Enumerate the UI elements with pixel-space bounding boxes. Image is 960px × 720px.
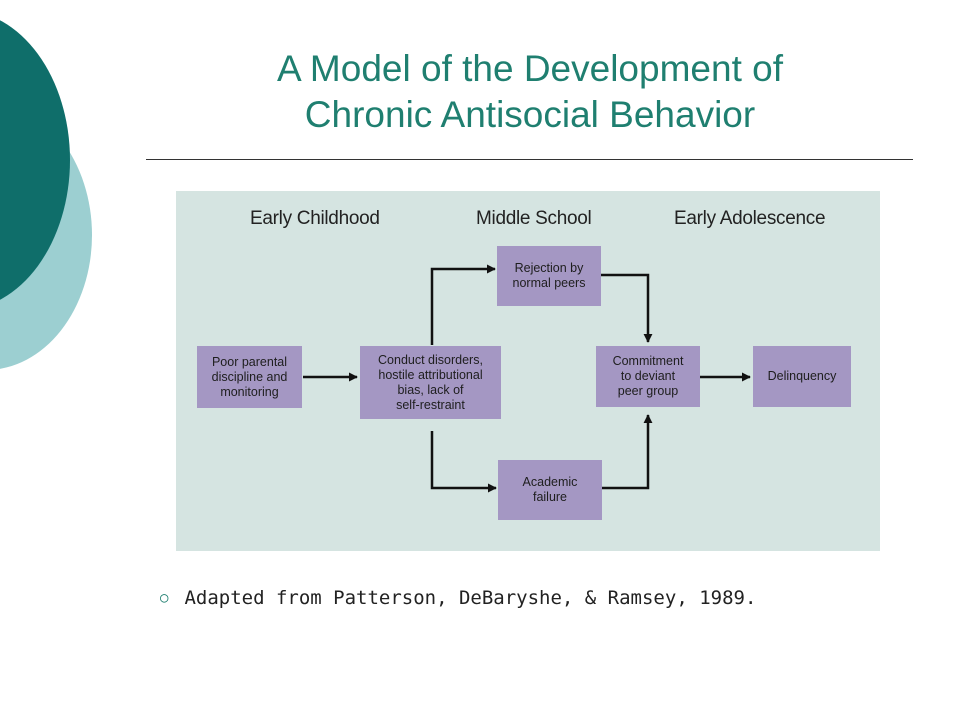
title-divider [146,159,913,160]
slide-title [150,46,910,138]
box-commitment-deviant-peers [596,346,700,407]
box-conduct-disorders [360,346,501,419]
box-poor-parental-discipline-text: Poor parental discipline and monitoring [211,354,288,399]
box-conduct-disorders-text: Conduct disorders, hostile attributional bias, lack of self-restraint [378,352,483,412]
box-academic-failure [498,460,602,520]
box-rejection-by-peers-text: Rejection by normal peers [512,261,586,290]
box-delinquency-text: Delinquency [767,369,837,383]
slide-title-line-1: A Model of the Development of [277,48,783,89]
box-delinquency [753,346,851,407]
arrow-academic-to-commitment [602,415,648,488]
box-rejection-by-peers [497,246,601,306]
hollow-circle-bullet-icon: ○ [160,590,169,606]
stage-label-early-adolescence: Early Adolescence [674,208,826,229]
source-citation [160,587,756,609]
stage-label-early-childhood: Early Childhood [250,208,380,229]
arrow-rejection-to-commitment [600,275,648,342]
box-academic-failure-text: Academic failure [522,475,578,504]
model-diagram [176,191,880,551]
slide-title-line-2: Chronic Antisocial Behavior [304,94,756,135]
arrow-conduct-to-academic [432,431,496,488]
box-poor-parental-discipline [197,346,302,408]
arrow-conduct-to-rejection [432,269,495,345]
source-citation-text: Adapted from Patterson, DeBaryshe, & Ramsey, 1989. [184,587,757,609]
stage-label-middle-school: Middle School [476,208,592,229]
box-commitment-deviant-peers-text: Commitment to deviant peer group [612,354,684,398]
